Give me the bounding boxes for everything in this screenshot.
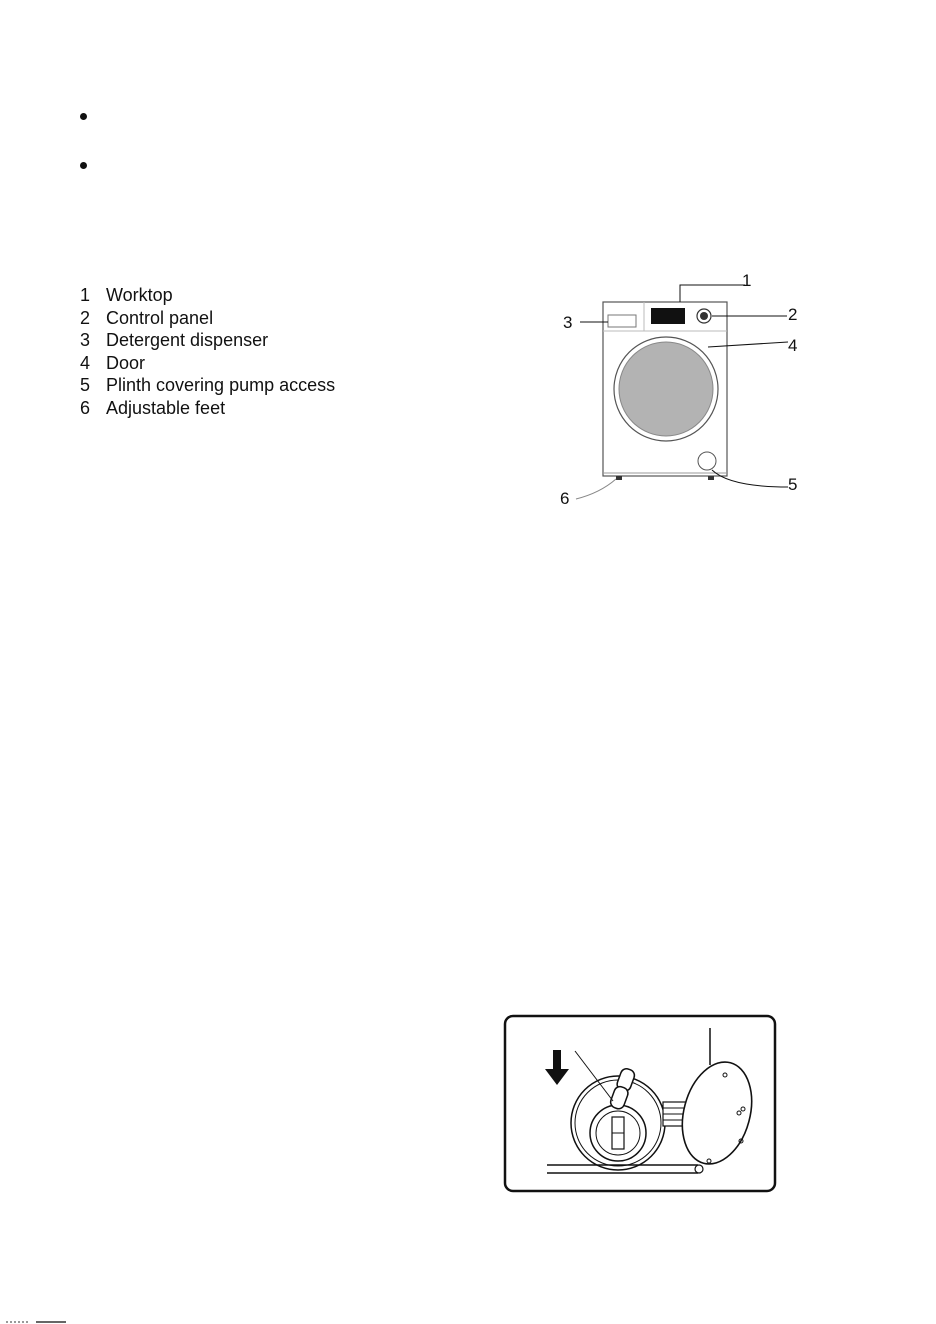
list-item [80,397,335,420]
bullet-2 [80,162,87,169]
callout-3: 3 [563,313,573,332]
callout-1: 1 [742,271,752,290]
part-number: 1 [80,285,91,305]
callout-6: 6 [560,489,570,508]
callout-2: 2 [788,305,798,324]
list-item [80,352,335,375]
washing-machine-diagram [540,265,840,515]
part-label: Control panel [106,307,214,328]
part-number: 5 [80,375,91,396]
callout-4: 4 [788,336,798,355]
part-number: 2 [80,307,91,328]
part-label: Door [106,352,146,373]
part-label: Detergent dispenser [106,330,269,351]
list-item [80,307,335,330]
parts-list [80,284,335,420]
list-item [80,374,335,397]
bullet-1 [80,113,87,120]
page-edge-marks [0,1318,70,1324]
part-label: Worktop [106,285,173,305]
callout-5: 5 [788,475,798,494]
part-label: Plinth covering pump access [106,375,336,396]
part-number: 4 [80,352,91,373]
door-lock-illustration [503,1013,779,1195]
part-number: 6 [80,397,91,418]
part-label: Adjustable feet [106,397,226,418]
list-item [80,329,335,352]
list-item [80,284,335,307]
door-lock-detail-figure [503,1013,779,1195]
part-number: 3 [80,330,91,351]
